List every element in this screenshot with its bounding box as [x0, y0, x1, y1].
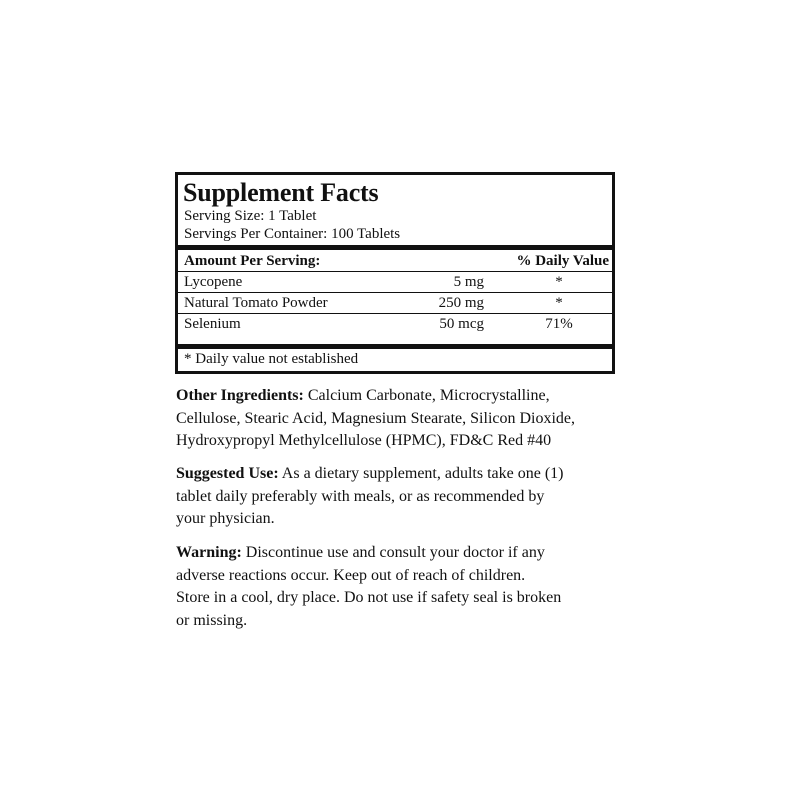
other-ingredients-paragraph [176, 385, 626, 453]
footnote: * Daily value not established [184, 351, 359, 367]
warning-label: Warning: [176, 544, 242, 561]
other-ingredients-text: Hydroxypropyl Methylcellulose (HPMC), FD&C Red #40 [176, 432, 552, 449]
ingredient-amount: 50 mcg [439, 316, 484, 332]
suggested-use-text: your physician. [176, 510, 275, 527]
other-ingredients-text: Cellulose, Stearic Acid, Magnesium Stearate, Silicon Dioxide, [176, 409, 576, 427]
servings-per-container: Servings Per Container: 100 Tablets [184, 226, 401, 242]
serving-size: Serving Size: 1 Tablet [184, 208, 317, 224]
warning-text: adverse reactions occur. Keep out of reach of children. [176, 566, 526, 584]
ingredient-name: Lycopene [178, 272, 394, 293]
header-amount-per-serving: Amount Per Serving: [178, 250, 394, 272]
suggested-use-text: As a dietary supplement, adults take one (1) [278, 465, 564, 482]
ingredient-daily-value: * [484, 293, 612, 314]
facts-title: Supplement Facts [183, 178, 379, 207]
table-row [178, 314, 612, 335]
warning-text: Store in a cool, dry place. Do not use if safety seal is broken [176, 589, 562, 606]
other-ingredients-text: Calcium Carbonate, Microcrystalline, [303, 387, 550, 404]
warning-text: Discontinue use and consult your doctor if any [241, 544, 545, 561]
suggested-use-label: Suggested Use: [176, 465, 279, 482]
ingredient-amount: 5 mg [394, 272, 484, 293]
ingredient-name: Natural Tomato Powder [178, 293, 394, 314]
suggested-use-text: tablet daily preferably with meals, or as recommended by [176, 487, 545, 505]
ingredient-amount: 250 mg [394, 293, 484, 314]
suggested-use-paragraph [176, 463, 626, 531]
warning-text: or missing. [176, 611, 248, 629]
table-row [178, 272, 612, 293]
header-daily-value: % Daily Value [484, 250, 612, 272]
ingredient-name: Selenium [184, 316, 241, 332]
supplement-facts-panel [175, 172, 615, 374]
facts-table-header [178, 250, 612, 272]
other-ingredients-label: Other Ingredients: [176, 387, 304, 404]
ingredient-daily-value: 71% [545, 316, 573, 332]
ingredient-daily-value: * [484, 272, 612, 293]
warning-paragraph [176, 542, 626, 632]
table-row [178, 293, 612, 314]
facts-table [178, 250, 612, 334]
